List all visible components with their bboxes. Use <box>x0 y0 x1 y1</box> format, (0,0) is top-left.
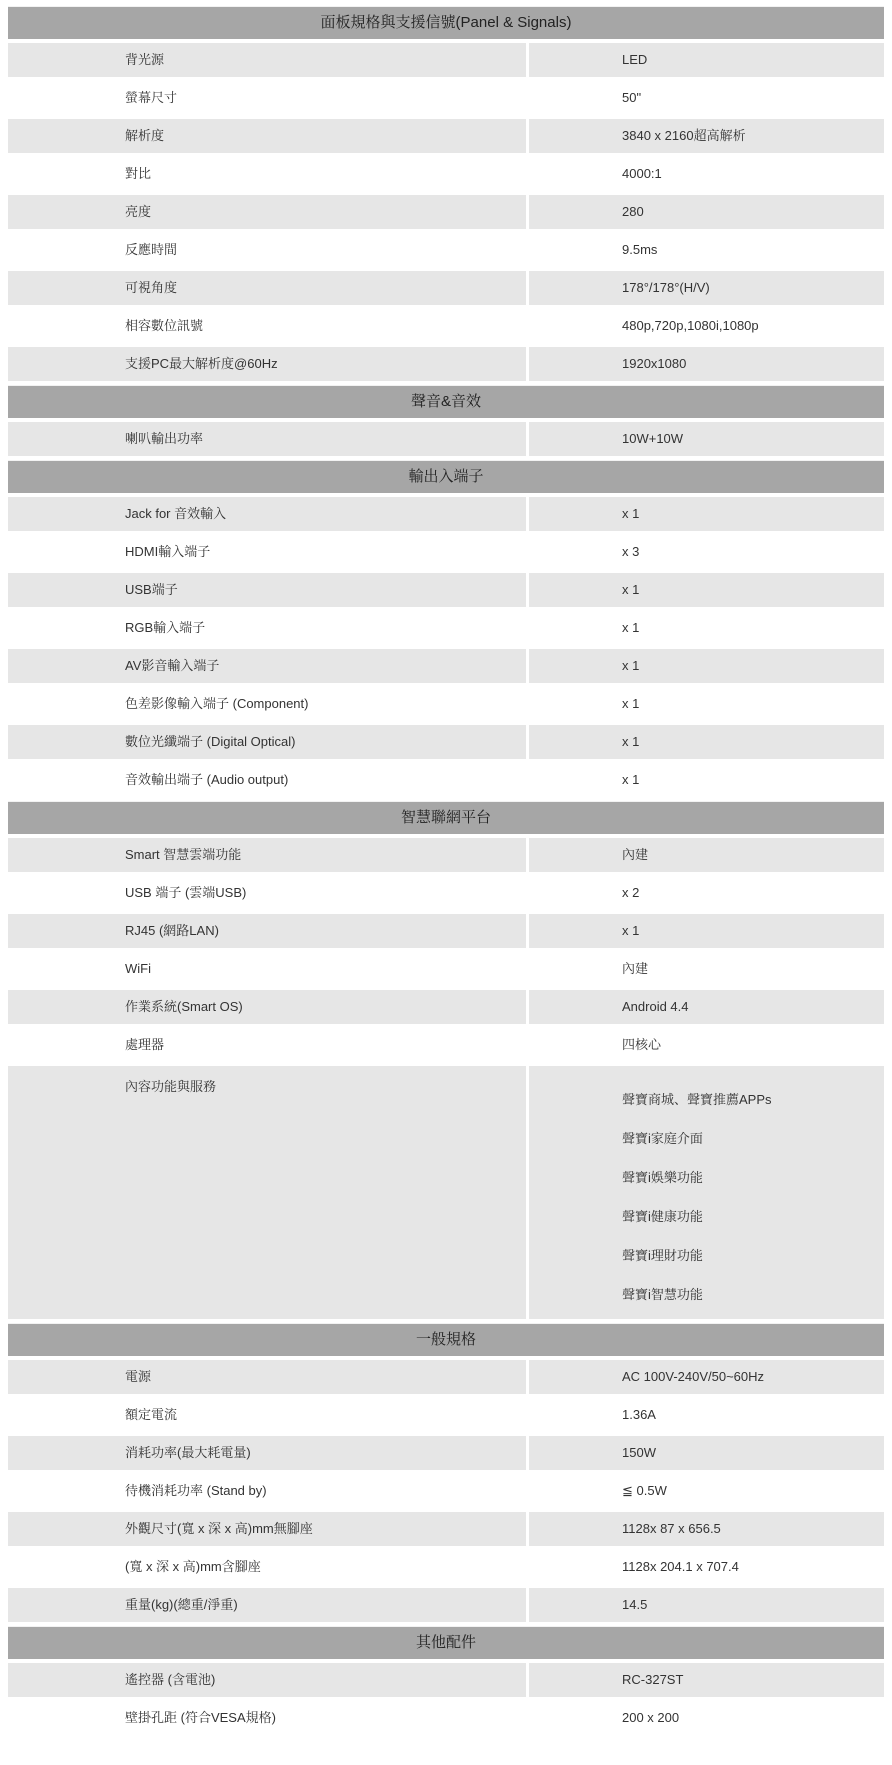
spec-value-line: x 1 <box>622 734 640 749</box>
spec-row <box>8 497 884 531</box>
section-header: 聲音&音效 <box>8 385 884 418</box>
spec-value <box>529 347 884 381</box>
spec-label: 電源 <box>8 1360 529 1394</box>
spec-value <box>529 157 884 191</box>
spec-value <box>529 914 884 948</box>
spec-value <box>529 725 884 759</box>
spec-value-line: 聲寶i娛樂功能 <box>622 1170 703 1185</box>
spec-value <box>529 497 884 531</box>
spec-label: 背光源 <box>8 43 529 77</box>
spec-label: HDMI輸入端子 <box>8 535 529 569</box>
spec-row <box>8 687 884 721</box>
spec-value <box>529 1360 884 1394</box>
spec-row <box>8 914 884 948</box>
spec-row <box>8 271 884 305</box>
spec-value-line: LED <box>622 52 648 67</box>
spec-value <box>529 535 884 569</box>
spec-row <box>8 1588 884 1622</box>
spec-label: USB 端子 (雲端USB) <box>8 876 529 910</box>
spec-row <box>8 952 884 986</box>
spec-label: 內容功能與服務 <box>8 1066 529 1319</box>
spec-label: 色差影像輸入端子 (Component) <box>8 687 529 721</box>
spec-row <box>8 573 884 607</box>
spec-row <box>8 1398 884 1432</box>
spec-value-line: 150W <box>622 1445 656 1460</box>
spec-value <box>529 611 884 645</box>
spec-value-line: 聲寶i健康功能 <box>622 1209 703 1224</box>
spec-label: 解析度 <box>8 119 529 153</box>
spec-value-line: 聲寶i智慧功能 <box>622 1287 703 1302</box>
spec-label: Jack for 音效輸入 <box>8 497 529 531</box>
spec-value <box>529 1066 884 1319</box>
spec-label: Smart 智慧雲端功能 <box>8 838 529 872</box>
spec-value <box>529 1663 884 1697</box>
spec-value-line: 1.36A <box>622 1407 656 1422</box>
spec-value-line: 480p,720p,1080i,1080p <box>622 318 759 333</box>
spec-value-line: x 1 <box>622 772 640 787</box>
spec-value-line: x 1 <box>622 582 640 597</box>
spec-row <box>8 876 884 910</box>
spec-label: RGB輸入端子 <box>8 611 529 645</box>
spec-value <box>529 119 884 153</box>
spec-label: 待機消耗功率 (Stand by) <box>8 1474 529 1508</box>
spec-label: 消耗功率(最大耗電量) <box>8 1436 529 1470</box>
spec-row <box>8 422 884 456</box>
spec-label: AV影音輸入端子 <box>8 649 529 683</box>
spec-row <box>8 43 884 77</box>
spec-value <box>529 990 884 1024</box>
spec-row <box>8 1360 884 1394</box>
spec-value <box>529 687 884 721</box>
spec-row <box>8 725 884 759</box>
spec-row <box>8 611 884 645</box>
spec-row <box>8 347 884 381</box>
spec-value <box>529 573 884 607</box>
spec-label: 處理器 <box>8 1028 529 1062</box>
spec-value <box>529 763 884 797</box>
spec-value-line: x 1 <box>622 696 640 711</box>
spec-value-line: 200 x 200 <box>622 1710 680 1725</box>
spec-row <box>8 649 884 683</box>
spec-row <box>8 990 884 1024</box>
spec-value-line: x 2 <box>622 885 640 900</box>
spec-value <box>529 233 884 267</box>
spec-value <box>529 1550 884 1584</box>
spec-label: 螢幕尺寸 <box>8 81 529 115</box>
spec-row <box>8 763 884 797</box>
spec-row <box>8 1474 884 1508</box>
spec-value-line: x 1 <box>622 620 640 635</box>
spec-value <box>529 422 884 456</box>
spec-value-line: 1920x1080 <box>622 356 687 371</box>
spec-table <box>8 6 884 1739</box>
spec-row <box>8 1512 884 1546</box>
spec-row <box>8 157 884 191</box>
spec-value <box>529 1512 884 1546</box>
section-header: 一般規格 <box>8 1323 884 1356</box>
spec-value <box>529 309 884 343</box>
spec-value <box>529 1701 884 1735</box>
spec-label: 外觀尺寸(寬 x 深 x 高)mm無腳座 <box>8 1512 529 1546</box>
spec-value-line: 內建 <box>622 847 649 862</box>
spec-row <box>8 309 884 343</box>
spec-label: 可視角度 <box>8 271 529 305</box>
spec-value-line: 1128x 87 x 656.5 <box>622 1521 721 1536</box>
spec-value-line: 50" <box>622 90 642 105</box>
spec-row <box>8 1550 884 1584</box>
spec-value-line: 聲寶i理財功能 <box>622 1248 703 1263</box>
spec-value <box>529 195 884 229</box>
spec-label: 數位光纖端子 (Digital Optical) <box>8 725 529 759</box>
spec-label: 額定電流 <box>8 1398 529 1432</box>
spec-value-line: RC-327ST <box>622 1672 684 1687</box>
spec-value <box>529 1588 884 1622</box>
spec-row <box>8 535 884 569</box>
spec-row <box>8 1701 884 1735</box>
spec-value <box>529 81 884 115</box>
spec-value <box>529 271 884 305</box>
spec-value-line: 聲寶i家庭介面 <box>622 1131 703 1146</box>
spec-row <box>8 1028 884 1062</box>
spec-label: 壁掛孔距 (符合VESA規格) <box>8 1701 529 1735</box>
spec-label: 反應時間 <box>8 233 529 267</box>
spec-value-line: 9.5ms <box>622 242 658 257</box>
spec-label: 音效輸出端子 (Audio output) <box>8 763 529 797</box>
spec-label: 對比 <box>8 157 529 191</box>
spec-value-line: 280 <box>622 204 644 219</box>
spec-value-line: 10W+10W <box>622 431 684 446</box>
spec-value <box>529 1398 884 1432</box>
spec-row <box>8 1066 884 1319</box>
spec-label: 亮度 <box>8 195 529 229</box>
spec-value <box>529 649 884 683</box>
spec-value <box>529 838 884 872</box>
spec-value <box>529 876 884 910</box>
spec-label: WiFi <box>8 952 529 986</box>
spec-label: 重量(kg)(總重/淨重) <box>8 1588 529 1622</box>
spec-value <box>529 1474 884 1508</box>
spec-row <box>8 81 884 115</box>
spec-value-line: 178°/178°(H/V) <box>622 280 710 295</box>
spec-value-line: 4000:1 <box>622 166 662 181</box>
spec-row <box>8 1663 884 1697</box>
spec-label: USB端子 <box>8 573 529 607</box>
spec-label: (寬 x 深 x 高)mm含腳座 <box>8 1550 529 1584</box>
spec-value-line: x 1 <box>622 923 640 938</box>
spec-value-line: 四核心 <box>622 1037 662 1052</box>
spec-row <box>8 838 884 872</box>
spec-value-line: 內建 <box>622 961 649 976</box>
spec-label: 相容數位訊號 <box>8 309 529 343</box>
spec-row <box>8 233 884 267</box>
spec-label: 作業系統(Smart OS) <box>8 990 529 1024</box>
section-header: 智慧聯網平台 <box>8 801 884 834</box>
spec-label: 支援PC最大解析度@60Hz <box>8 347 529 381</box>
spec-value-line: x 1 <box>622 658 640 673</box>
spec-value-line: 1128x 204.1 x 707.4 <box>622 1559 739 1574</box>
spec-label: 喇叭輸出功率 <box>8 422 529 456</box>
spec-value-line: 聲寶商城、聲寶推薦APPs <box>622 1092 772 1107</box>
spec-row <box>8 1436 884 1470</box>
spec-value <box>529 1028 884 1062</box>
spec-value-line: Android 4.4 <box>622 999 689 1014</box>
spec-value <box>529 1436 884 1470</box>
section-header: 面板規格與支援信號(Panel & Signals) <box>8 6 884 39</box>
spec-value-line: x 1 <box>622 506 640 521</box>
spec-label: RJ45 (網路LAN) <box>8 914 529 948</box>
spec-row <box>8 195 884 229</box>
spec-value-line: x 3 <box>622 544 640 559</box>
spec-value-line: 3840 x 2160超高解析 <box>622 128 746 143</box>
spec-value-line: 14.5 <box>622 1597 648 1612</box>
spec-value <box>529 952 884 986</box>
spec-label: 遙控器 (含電池) <box>8 1663 529 1697</box>
spec-value <box>529 43 884 77</box>
spec-value-line: AC 100V-240V/50~60Hz <box>622 1369 765 1384</box>
spec-row <box>8 119 884 153</box>
section-header: 其他配件 <box>8 1626 884 1659</box>
spec-value-line: ≦ 0.5W <box>622 1483 667 1498</box>
section-header: 輸出入端子 <box>8 460 884 493</box>
